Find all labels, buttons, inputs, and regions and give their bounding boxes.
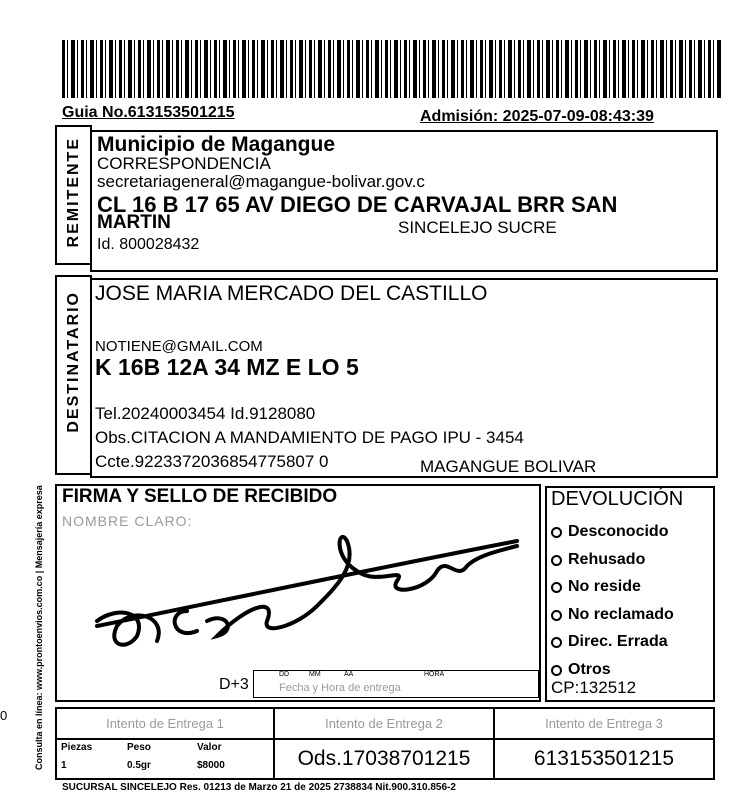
remitente-email: secretariageneral@magangue-bolivar.gov.c [97, 172, 425, 191]
devolucion-box [545, 486, 715, 702]
option-no-reclamado: No reclamado [551, 601, 674, 629]
remitente-tab-box [55, 125, 92, 265]
intentos-row [55, 707, 715, 740]
circle-icon [551, 582, 562, 593]
circle-icon [551, 610, 562, 621]
circle-icon [551, 665, 562, 676]
intento-2: Intento de Entrega 2 [275, 709, 495, 738]
summary-row [55, 738, 715, 780]
remitente-city: SINCELEJO SUCRE [398, 218, 557, 237]
fecha-hora-box [253, 670, 539, 698]
remitente-box [90, 130, 718, 272]
aa-label: AA [344, 671, 354, 678]
hora-label: HORA [424, 671, 445, 678]
destinatario-box [90, 278, 718, 478]
firma-box [55, 484, 541, 702]
destinatario-email: NOTIENE@GMAIL.COM [95, 338, 263, 355]
valor-value: $8000 [197, 760, 225, 771]
admision-date: Admisión: 2025-07-09-08:43:39 [420, 108, 654, 125]
destinatario-ccte: Ccte.9223372036854775807 0 [95, 452, 329, 471]
piezas-value: 1 [61, 760, 67, 771]
destinatario-address: K 16B 12A 34 MZ E LO 5 [95, 354, 359, 380]
remitente-dept: CORRESPONDENCIA [97, 154, 271, 173]
remitente-name: Municipio de Magangue [97, 133, 336, 156]
dd-label: DD [279, 671, 290, 678]
remitente-tab: REMITENTE [65, 137, 82, 248]
fecha-hora-label: Fecha y Hora de entrega [279, 682, 401, 694]
destinatario-name: JOSE MARIA MERCADO DEL CASTILLO [95, 282, 488, 305]
circle-icon [551, 527, 562, 538]
devolucion-title: DEVOLUCIÓN [551, 488, 684, 510]
valor-header: Valor [197, 742, 222, 753]
remitente-id: Id. 800028432 [97, 236, 200, 253]
piezas-cell [57, 740, 275, 778]
cp-label: CP:132512 [551, 678, 637, 697]
option-no-reside: No reside [551, 573, 674, 601]
mm-label: MM [309, 671, 321, 678]
dplus-label: D+3 [219, 676, 249, 693]
peso-header: Peso [127, 742, 151, 753]
destinatario-obs: Obs.CITACION A MANDAMIENTO DE PAGO IPU - 3454 [95, 428, 524, 447]
footer-text: SUCURSAL SINCELEJO Res. 01213 de Marzo 21 de 2025 2738834 Nit.900.310.856-2 [62, 782, 456, 793]
destinatario-tel: Tel.20240003454 Id.9128080 [95, 404, 316, 423]
remitente-address-2: MARTIN [97, 212, 171, 233]
option-rehusado: Rehusado [551, 546, 674, 574]
option-direc-errada: Direc. Errada [551, 628, 674, 656]
option-otros: Otros [551, 656, 674, 684]
guia-number-bottom: 613153501215 [533, 747, 675, 770]
guia-number: Guia No.613153501215 [62, 104, 235, 121]
devolucion-options [551, 518, 674, 683]
destinatario-tab-box [55, 275, 92, 475]
circle-icon [551, 555, 562, 566]
peso-value: 0.5gr [127, 760, 151, 771]
intento-3: Intento de Entrega 3 [545, 716, 663, 731]
option-desconocido: Desconocido [551, 518, 674, 546]
firma-title: FIRMA Y SELLO DE RECIBIDO [62, 486, 338, 507]
ods-number: Ods.17038701215 [275, 740, 495, 778]
circle-icon [551, 637, 562, 648]
destinatario-city: MAGANGUE BOLIVAR [420, 457, 597, 476]
remitente-address: CL 16 B 17 65 AV DIEGO DE CARVAJAL BRR SAN [97, 192, 618, 217]
piezas-header: Piezas [61, 742, 93, 753]
barcode [62, 40, 722, 98]
nombre-claro-label: NOMBRE CLARO: [62, 513, 193, 529]
side-note: Consulta en línea: www.prontoenvios.com.co | Mensajería expresa [34, 485, 44, 770]
left-digit: 0 [0, 708, 8, 723]
destinatario-tab: DESTINATARIO [65, 291, 82, 433]
intento-1: Intento de Entrega 1 [57, 709, 275, 738]
signature-image [77, 526, 537, 656]
